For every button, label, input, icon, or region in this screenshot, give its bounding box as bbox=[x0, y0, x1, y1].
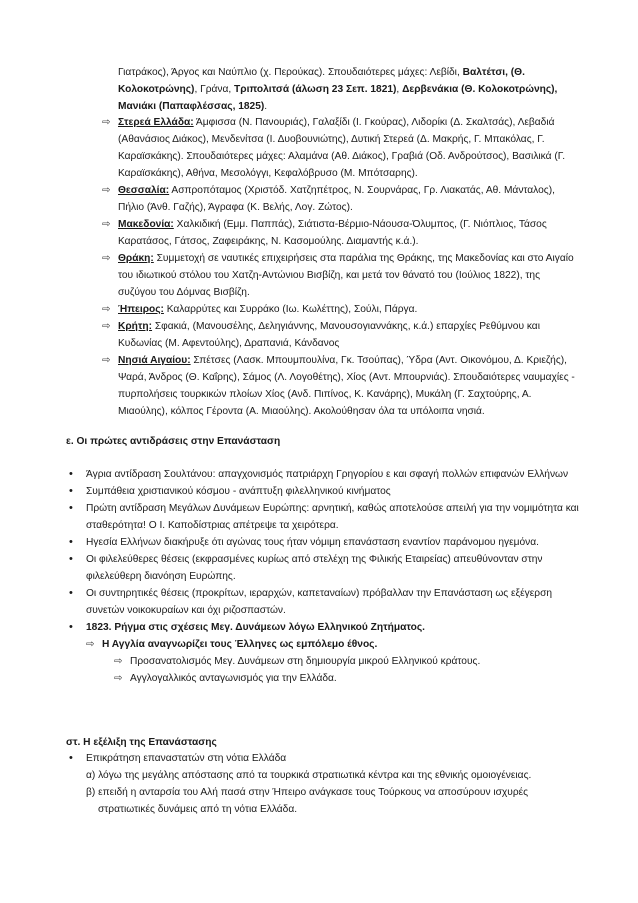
item-text: Προσανατολισμός Μεγ. Δυνάμεων στη δημιουργία μικρού Ελληνικού κράτους. bbox=[130, 656, 481, 667]
text: , bbox=[396, 84, 403, 95]
bullet-icon: • bbox=[69, 468, 73, 480]
text: Γιατράκος), Άργος και Ναύπλιο (χ. Περούκας). Σπουδαιότερες μάχες: Λεβίδι, bbox=[118, 67, 463, 78]
item-text: Άγρια αντίδραση Σουλτάνου: απαγχονισμός πατριάρχη Γρηγορίου ε και σφαγή πολλών επιφανών Ελλήνων bbox=[86, 469, 569, 480]
arrow-right-icon: ⇨ bbox=[102, 321, 111, 332]
section-e-list bbox=[66, 466, 586, 687]
bullet-icon: • bbox=[69, 752, 73, 764]
region-name: Στερεά Ελλάδα: bbox=[118, 117, 194, 128]
list-item bbox=[66, 619, 586, 687]
list-item bbox=[66, 483, 586, 500]
list-item bbox=[102, 301, 580, 318]
item-text: Συμπάθεια χριστιανικού κόσμου - ανάπτυξη φιλελληνικού κινήματος bbox=[86, 486, 391, 497]
region-name: Μακεδονία: bbox=[118, 219, 174, 230]
region-text: Ασπροπόταμος (Χριστόδ. Χατζηπέτρος, Ν. Σουρνάρας, Γρ. Λιακατάς, Αθ. Μάνταλος), Πήλιο (Άνθ. Γαζής), Άγραφα (Κ. Βελής, Λογ. Ζώτος). bbox=[118, 185, 555, 213]
bullet-icon: • bbox=[69, 621, 73, 633]
item-text: Οι συντηρητικές θέσεις (προκρίτων, ιεραρχών, καπεταναίων) πρόβαλλαν την Επανάσταση ως εξέγερση συνετών νοικοκυραίων και όχι ριζοσπαστών. bbox=[86, 588, 553, 616]
arrow-right-icon: ⇨ bbox=[102, 253, 111, 264]
region-text: Συμμετοχή σε ναυτικές επιχειρήσεις στα παράλια της Θράκης, της Μακεδονίας και στο Αιγαίο του ιδιωτικού στόλου του Χατζη-Αντώνιου Βισβίζη, και μετά τον θάνατό του (Ιούλιος 1822), της συζύγου του Δόμνας Βισβίζη. bbox=[118, 253, 574, 298]
region-text: Άμφισσα (Ν. Πανουριάς), Γαλαξίδι (Ι. Γκούρας), Λιδορίκι (Δ. Σκαλτσάς), Λεβαδιά (Αθανάσιος Διάκος), Μενδενίτσα (Ι. Δυοβουνιώτης), Δυτική Στερεά (Δ. Μακρής, Γ. Μπακόλας, Γ. Καραϊσκάκης). Σπουδαιότερες μάχες: Αλαμάνα (Αθ. Διάκος), Γραβιά (Οδ. Ανδρούτσος), Βασιλικά (Γ. Καραϊσκάκης), Αθήνα, Μεσολόγγι, Κεφαλόβρυσο (Μ. Μπότσαρης). bbox=[118, 117, 566, 179]
bold-text: Δερβενάκια (Θ. Κολοκοτρώνης), Μανιάκι (Παπαφλέσσας, 1825) bbox=[118, 84, 558, 112]
text: , Γράνα, bbox=[194, 84, 235, 95]
list-item bbox=[114, 670, 586, 687]
bold-text: Βαλτέτσι, (Θ. Κολοκοτρώνης) bbox=[118, 67, 525, 95]
arrow-right-icon: ⇨ bbox=[102, 304, 111, 315]
list-item bbox=[102, 318, 580, 352]
bullet-icon: • bbox=[69, 502, 73, 514]
bold-text: Τριπολιτσά (άλωση 23 Σεπ. 1821) bbox=[234, 84, 397, 95]
list-item bbox=[86, 636, 586, 687]
arrow-right-icon: ⇨ bbox=[86, 639, 95, 650]
section-heading: στ. Η εξέλιξη της Επανάστασης bbox=[66, 737, 217, 748]
arrow-right-icon: ⇨ bbox=[102, 117, 111, 128]
region-text: Χαλκιδική (Εμμ. Παππάς), Σιάτιστα-Βέρμιο-Νάουσα-Όλυμπος, (Γ. Νιόπλιος, Τάσος Καρατάσος, Γάτσος, Ζαφειράκης, Ν. Κασομούλης. Διαμαντής κ.ά.). bbox=[118, 219, 547, 247]
list-item bbox=[66, 466, 586, 483]
list-item bbox=[66, 500, 586, 534]
region-name: Θράκη: bbox=[118, 253, 154, 264]
list-item bbox=[66, 551, 586, 585]
region-name: Θεσσαλία: bbox=[118, 185, 170, 196]
sub-list bbox=[114, 653, 586, 687]
bullet-icon: • bbox=[69, 587, 73, 599]
item-text: Ηγεσία Ελλήνων διακήρυξε ότι αγώνας τους ήταν νόμιμη επανάσταση εναντίον παράνομου ηγεμόνα. bbox=[86, 537, 539, 548]
item-text: Οι φιλελεύθερες θέσεις (εκφρασμένες κυρίως από στελέχη της Φιλικής Εταιρείας) απευθύνονταν στην φιλελεύθερη διανόηση Ευρώπης. bbox=[86, 554, 543, 582]
list-item bbox=[102, 114, 580, 182]
list-item bbox=[102, 250, 580, 301]
item-text: Πρώτη αντίδραση Μεγάλων Δυνάμεων Ευρώπης: αρνητική, καθώς αποτελούσε απειλή για την νομιμότητα και σταθερότητα! Ο Ι. Καποδίστριας απέτρεψε τα χειρότερα. bbox=[86, 503, 579, 531]
paragraph: α) λόγω της μεγάλης απόστασης από τα τουρκικά στρατιωτικά κέντρα και της εθνικής ομοιογένειας. bbox=[86, 770, 532, 781]
list-item bbox=[102, 352, 580, 420]
section-heading: ε. Οι πρώτες αντιδράσεις στην Επανάσταση bbox=[66, 436, 281, 447]
bullet-icon: • bbox=[69, 553, 73, 565]
item-text: 1823. Ρήγμα στις σχέσεις Μεγ. Δυνάμεων λόγω Ελληνικού Ζητήματος. bbox=[86, 622, 425, 633]
text: . bbox=[264, 101, 268, 112]
arrow-right-icon: ⇨ bbox=[114, 656, 123, 667]
item-text: Η Αγγλία αναγνωρίζει τους Έλληνες ως εμπόλεμο έθνος. bbox=[102, 639, 378, 650]
list-item bbox=[102, 182, 580, 216]
section-st-list bbox=[66, 750, 586, 818]
list-item bbox=[66, 534, 586, 551]
list-item bbox=[114, 653, 586, 670]
bullet-icon: • bbox=[69, 536, 73, 548]
regions-list bbox=[102, 114, 580, 420]
region-text: Καλαρρύτες και Συρράκο (Ιω. Κωλέττης), Σούλι, Πάργα. bbox=[163, 304, 418, 315]
sub-list bbox=[86, 636, 586, 687]
item-text: Επικράτηση επαναστατών στη νότια Ελλάδα bbox=[86, 753, 287, 764]
arrow-right-icon: ⇨ bbox=[114, 673, 123, 684]
region-name: Νησιά Αιγαίου: bbox=[118, 355, 191, 366]
region-text: Σφακιά, (Μανουσέλης, Δεληγιάννης, Μανουσογιαννάκης, κ.ά.) επαρχίες Ρεθύμνου και Κυδωνίας (Μ. Αφεντούλης), Δραπανιά, Κάνδανος bbox=[118, 321, 540, 349]
list-item bbox=[66, 750, 586, 818]
arrow-right-icon: ⇨ bbox=[102, 185, 111, 196]
arrow-right-icon: ⇨ bbox=[102, 219, 111, 230]
arrow-right-icon: ⇨ bbox=[102, 355, 111, 366]
list-item bbox=[102, 216, 580, 250]
region-text: Σπέτσες (Λασκ. Μπουμπουλίνα, Γκ. Τσούπας), Ύδρα (Αντ. Οικονόμου, Δ. Κριεζής), Ψαρά, Άνδρος (Θ. Καΐρης), Σάμος (Λ. Λογοθέτης), Χίος (Αντ. Μπουρνιάς). Σπουδαιότερες ναυμαχίες - πυρπολήσεις τουρκικών πλοίων Χίος (Ανδ. Πιπίνος, Κ. Κανάρης), Μυκάλη (Γ. Σαχτούρης, Α. Μιαούλης), κόλπος Γέροντα (Α. Μιαούλης). Ακολούθησαν όλα τα υπόλοιπα νησιά. bbox=[118, 355, 575, 417]
peloponnese-continuation bbox=[118, 64, 578, 115]
region-name: Ήπειρος: bbox=[118, 304, 164, 315]
paragraph: β) επειδή η ανταρσία του Αλή πασά στην Ήπειρο ανάγκασε τους Τούρκους να αποσύρουν ισχυρές στρατιωτικές δυνάμεις από τη νότια Ελλάδα. bbox=[86, 787, 529, 815]
region-name: Κρήτη: bbox=[118, 321, 153, 332]
bullet-icon: • bbox=[69, 485, 73, 497]
list-item bbox=[66, 585, 586, 619]
item-text: Αγγλογαλλικός ανταγωνισμός για την Ελλάδα. bbox=[130, 673, 337, 684]
